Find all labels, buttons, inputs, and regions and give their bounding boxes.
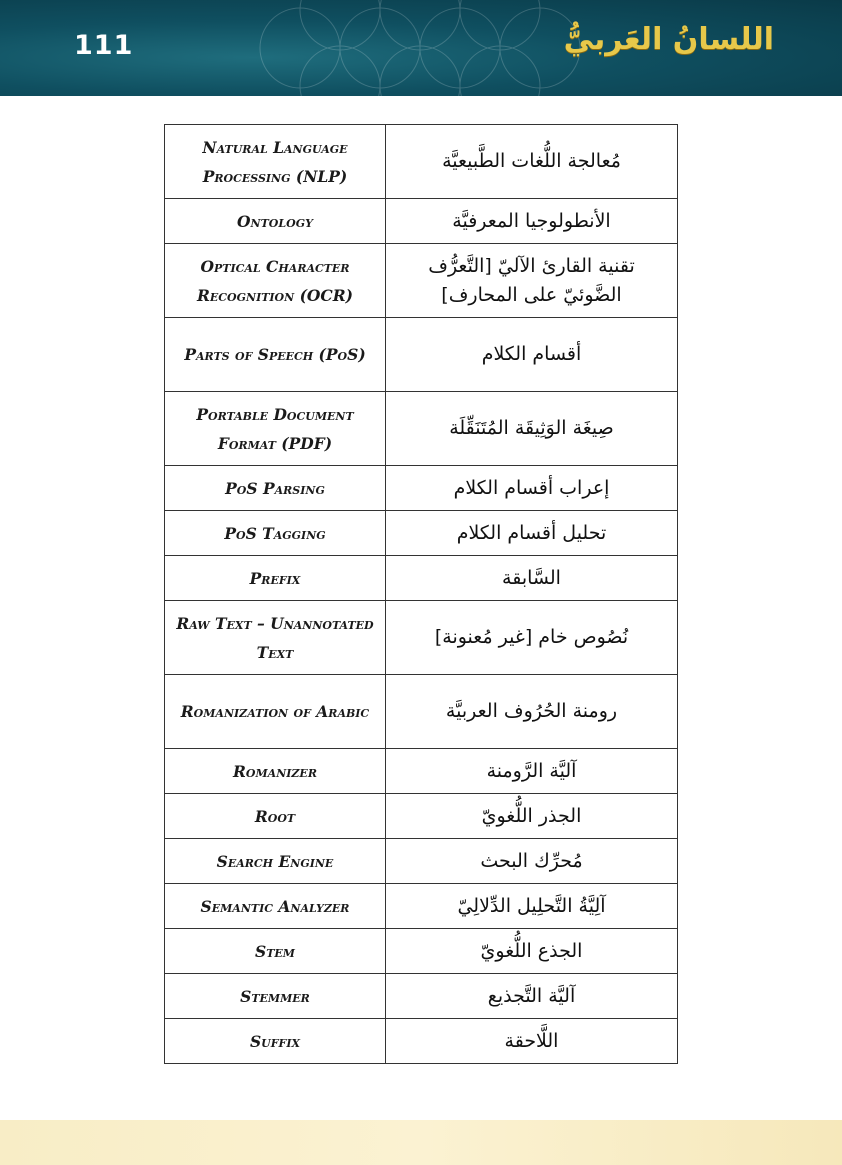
english-term: PoS Tagging — [165, 511, 386, 556]
glossary-table — [164, 124, 678, 1064]
page-number: 111 — [74, 30, 134, 61]
page-header — [0, 0, 842, 96]
english-term: Suffix — [165, 1019, 386, 1064]
glossary-row — [165, 884, 678, 929]
english-term: PoS Parsing — [165, 466, 386, 511]
arabic-term: آليَّة التَّجذيع — [386, 974, 678, 1019]
english-term: Raw Text – Unannotated Text — [165, 601, 386, 675]
arabic-term: تحليل أقسام الكلام — [386, 511, 678, 556]
english-term: Parts of Speech (PoS) — [165, 318, 386, 392]
arabic-term: الجذر اللُّغويّ — [386, 794, 678, 839]
glossary-row — [165, 839, 678, 884]
glossary-row — [165, 511, 678, 556]
english-term: Stem — [165, 929, 386, 974]
arabic-term: مُحرِّك البحث — [386, 839, 678, 884]
glossary-row — [165, 556, 678, 601]
glossary-row — [165, 244, 678, 318]
english-term: Root — [165, 794, 386, 839]
arabic-term: إعراب أقسام الكلام — [386, 466, 678, 511]
english-term: Ontology — [165, 199, 386, 244]
glossary-row — [165, 675, 678, 749]
english-term: Search Engine — [165, 839, 386, 884]
glossary-row — [165, 794, 678, 839]
english-term: Stemmer — [165, 974, 386, 1019]
glossary-body — [165, 125, 678, 1064]
arabic-term: صِيغَة الوَثِيقَة المُتَنَقِّلَة — [386, 392, 678, 466]
arabic-term: الأنطولوجيا المعرفيَّة — [386, 199, 678, 244]
arabic-term: تقنية القارئ الآليّ [التَّعرُّف الضَّوئيّ على المحارف] — [386, 244, 678, 318]
english-term: Semantic Analyzer — [165, 884, 386, 929]
arabic-term: رومنة الحُرُوف العربيَّة — [386, 675, 678, 749]
arabic-term: الجذع اللُّغويّ — [386, 929, 678, 974]
glossary-row — [165, 1019, 678, 1064]
glossary-row — [165, 974, 678, 1019]
glossary-row — [165, 929, 678, 974]
glossary-row — [165, 601, 678, 675]
glossary-row — [165, 749, 678, 794]
arabic-term: أقسام الكلام — [386, 318, 678, 392]
arabic-term: آليَّة الرَّومنة — [386, 749, 678, 794]
journal-logo: اللسانُ العَربيُّ — [563, 22, 774, 57]
glossary-row — [165, 466, 678, 511]
english-term: Optical Character Recognition (OCR) — [165, 244, 386, 318]
footer-band — [0, 1120, 842, 1165]
glossary-row — [165, 125, 678, 199]
arabic-term: اللَّاحقة — [386, 1019, 678, 1064]
english-term: Portable Document Format (PDF) — [165, 392, 386, 466]
english-term: Romanization of Arabic — [165, 675, 386, 749]
arabic-term: نُصُوص خام [غير مُعنونة] — [386, 601, 678, 675]
english-term: Natural Language Processing (NLP) — [165, 125, 386, 199]
glossary-row — [165, 392, 678, 466]
arabic-term: آلِيَّةُ التَّحلِيل الدِّلالِيّ — [386, 884, 678, 929]
glossary-row — [165, 199, 678, 244]
arabic-term: السَّابقة — [386, 556, 678, 601]
english-term: Prefix — [165, 556, 386, 601]
glossary-row — [165, 318, 678, 392]
arabic-term: مُعالجة اللُّغات الطَّبيعيَّة — [386, 125, 678, 199]
english-term: Romanizer — [165, 749, 386, 794]
